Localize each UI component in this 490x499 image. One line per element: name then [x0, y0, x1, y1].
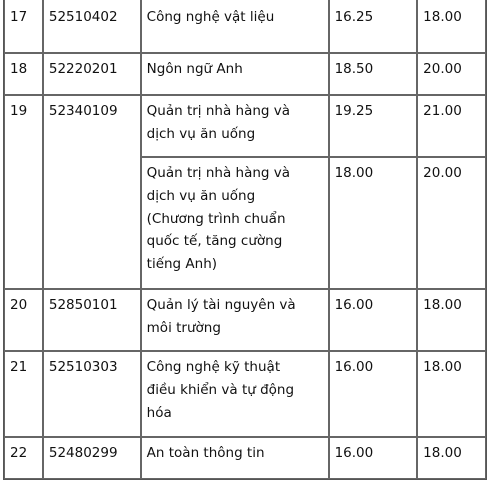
score-a-cell: 16.25 — [329, 0, 418, 53]
score-a-cell: 16.00 — [329, 351, 418, 437]
row-number-cell: 17 — [4, 0, 43, 53]
score-a-cell: 18.00 — [329, 157, 418, 289]
row-number-cell: 18 — [4, 53, 43, 95]
score-b-cell: 18.00 — [417, 437, 486, 479]
score-b-cell: 18.00 — [417, 0, 486, 53]
row-number-cell: 20 — [4, 289, 43, 351]
major-code-cell: 52340109 — [43, 95, 141, 289]
score-b-cell: 18.00 — [417, 289, 486, 351]
score-b-cell: 18.00 — [417, 351, 486, 437]
score-a-cell: 16.00 — [329, 289, 418, 351]
major-code-cell: 52220201 — [43, 53, 141, 95]
table-row — [4, 53, 486, 95]
major-code-cell: 52850101 — [43, 289, 141, 351]
major-name-cell: Công nghệ kỹ thuật điều khiển và tự động hóa — [141, 351, 329, 437]
score-a-cell: 16.00 — [329, 437, 418, 479]
major-name-cell: An toàn thông tin — [141, 437, 329, 479]
major-name-cell: Công nghệ vật liệu — [141, 0, 329, 53]
table-row — [4, 351, 486, 437]
table-row — [4, 437, 486, 479]
row-number-cell: 22 — [4, 437, 43, 479]
score-a-cell: 19.25 — [329, 95, 418, 157]
table-row — [4, 289, 486, 351]
score-b-cell: 20.00 — [417, 157, 486, 289]
table-row — [4, 95, 486, 157]
major-name-cell: Quản trị nhà hàng và dịch vụ ăn uống — [141, 95, 329, 157]
major-name-cell: Ngôn ngữ Anh — [141, 53, 329, 95]
admission-scores-table — [3, 0, 487, 480]
score-a-cell: 18.50 — [329, 53, 418, 95]
major-code-cell: 52480299 — [43, 437, 141, 479]
major-code-cell: 52510402 — [43, 0, 141, 53]
major-name-cell: Quản trị nhà hàng và dịch vụ ăn uống (Chương trình chuẩn quốc tế, tăng cường tiếng Anh) — [141, 157, 329, 289]
major-code-cell: 52510303 — [43, 351, 141, 437]
score-b-cell: 20.00 — [417, 53, 486, 95]
major-name-cell: Quản lý tài nguyên và môi trường — [141, 289, 329, 351]
row-number-cell: 19 — [4, 95, 43, 289]
score-b-cell: 21.00 — [417, 95, 486, 157]
row-number-cell: 21 — [4, 351, 43, 437]
table-row — [4, 0, 486, 53]
